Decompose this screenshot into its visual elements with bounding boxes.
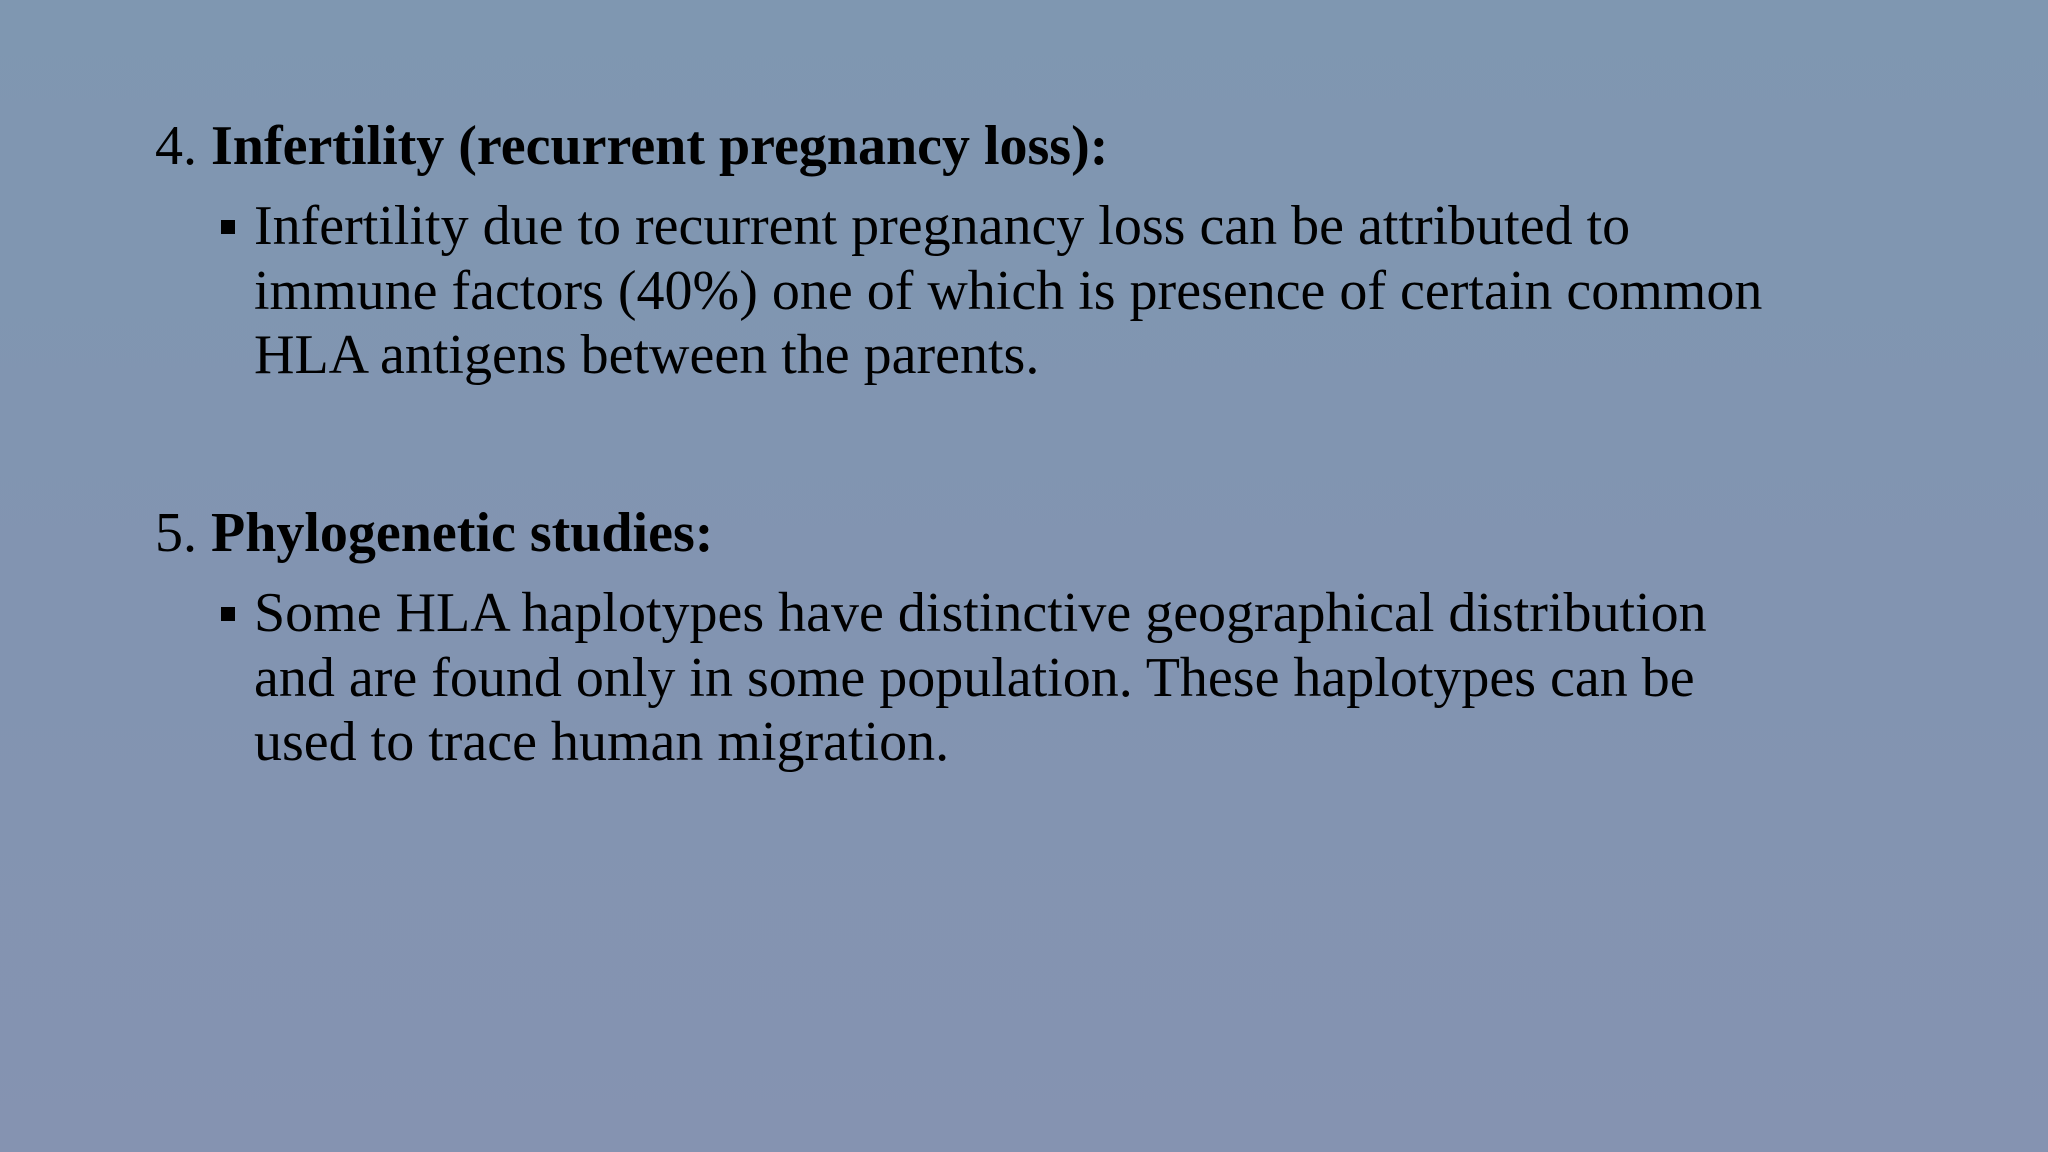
bullet-text-line: Infertility due to recurrent pregnancy loss can be attributed to <box>254 195 1631 257</box>
section-number: 4. <box>155 115 197 177</box>
square-bullet-icon <box>221 607 235 621</box>
bullet-item <box>155 194 1915 388</box>
section-title: Phylogenetic studies: <box>211 502 714 564</box>
bullet-text-line: Some HLA haplotypes have distinctive geographical distribution <box>254 582 1707 644</box>
section-number: 5. <box>155 502 197 564</box>
section-title: Infertility (recurrent pregnancy loss): <box>211 115 1109 177</box>
section-phylogenetic <box>155 497 1915 775</box>
bullet-text-line: HLA antigens between the parents. <box>254 324 1040 386</box>
section-infertility <box>155 110 1915 388</box>
bullet-item <box>155 581 1915 775</box>
square-bullet-icon <box>221 220 235 234</box>
section-heading <box>155 110 1915 182</box>
bullet-text-line: and are found only in some population. These haplotypes can be <box>254 646 1695 709</box>
section-heading <box>155 497 1915 569</box>
bullet-text-line: immune factors (40%) one of which is presence of certain common <box>254 259 1763 322</box>
bullet-text-line: used to trace human migration. <box>254 711 950 773</box>
